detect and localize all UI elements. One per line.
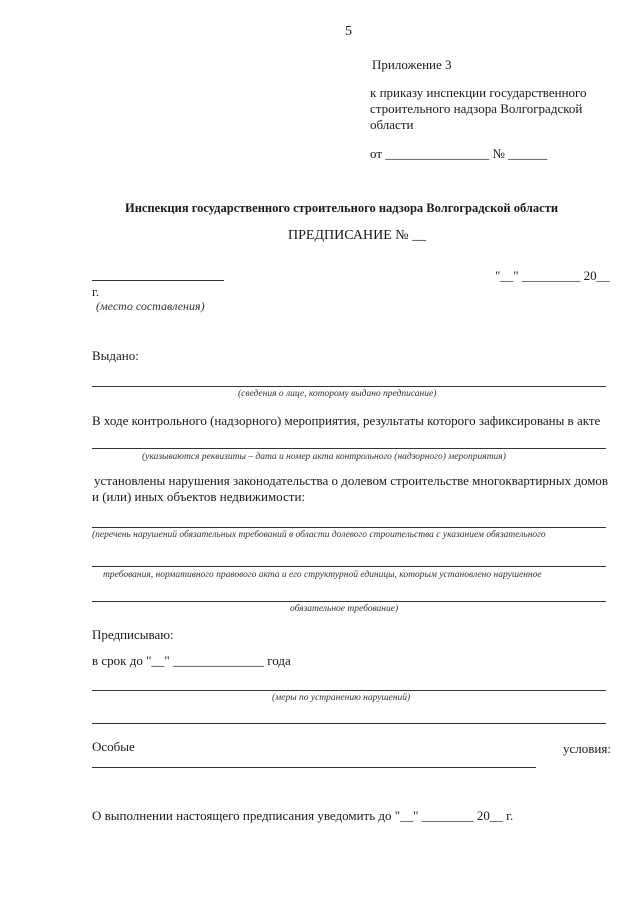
- appendix-line-2: строительного надзора Волгоградской: [370, 101, 583, 116]
- page-number: 5: [345, 24, 352, 39]
- measures-line: [92, 690, 606, 691]
- violations-field-line-3: [92, 601, 606, 602]
- appendix-line-3: области: [370, 117, 414, 132]
- control-text: В ходе контрольного (надзорного) мероприятия, результаты которого зафиксированы в акте: [92, 413, 601, 428]
- measures-line-2: [92, 723, 606, 724]
- violations-caption-3: обязательное требование): [290, 604, 399, 614]
- organization-title: Инспекция государственного строительного надзора Волгоградской области: [125, 201, 559, 215]
- appendix-date-line: от ________________ № ______: [370, 146, 548, 161]
- issued-label: Выдано:: [92, 348, 139, 363]
- prescribe-deadline: в срок до "__" ______________ года: [92, 653, 291, 668]
- special-right: условия:: [563, 741, 611, 756]
- issued-line: [92, 386, 606, 387]
- violations-field-line-2: [92, 566, 606, 567]
- violations-line-1: установлены нарушения законодательства о долевом строительстве многоквартирных домов: [94, 473, 609, 488]
- special-line: [92, 767, 536, 768]
- appendix-title: Приложение 3: [372, 57, 452, 72]
- appendix-line-1: к приказу инспекции государственного: [370, 85, 587, 100]
- issued-caption: (сведения о лице, которому выдано предписание): [238, 389, 437, 399]
- place-caption: (место составления): [96, 299, 205, 313]
- document-date: "__" _________ 20__: [495, 268, 610, 283]
- measures-caption: (меры по устранению нарушений): [272, 693, 411, 703]
- place-city-suffix: г.: [92, 284, 100, 299]
- violations-caption-1: (перечень нарушений обязательных требований в области долевого строительства с указанием обязательного: [92, 530, 546, 540]
- violations-line-2: и (или) иных объектов недвижимости:: [92, 489, 306, 504]
- control-caption: (указываются реквизиты – дата и номер акта контрольного (надзорного) мероприятия): [142, 452, 506, 462]
- violations-field-line-1: [92, 527, 606, 528]
- place-line: [92, 280, 224, 281]
- violations-caption-2: требования, нормативного правового акта и его структурной единицы, которым установлено нарушенное: [103, 570, 542, 580]
- prescribe-label: Предписываю:: [92, 627, 174, 642]
- control-line: [92, 448, 606, 449]
- special-left: Особые: [92, 739, 135, 754]
- document-title: ПРЕДПИСАНИЕ № __: [288, 228, 427, 243]
- notify-text: О выполнении настоящего предписания уведомить до "__" ________ 20__ г.: [92, 808, 514, 823]
